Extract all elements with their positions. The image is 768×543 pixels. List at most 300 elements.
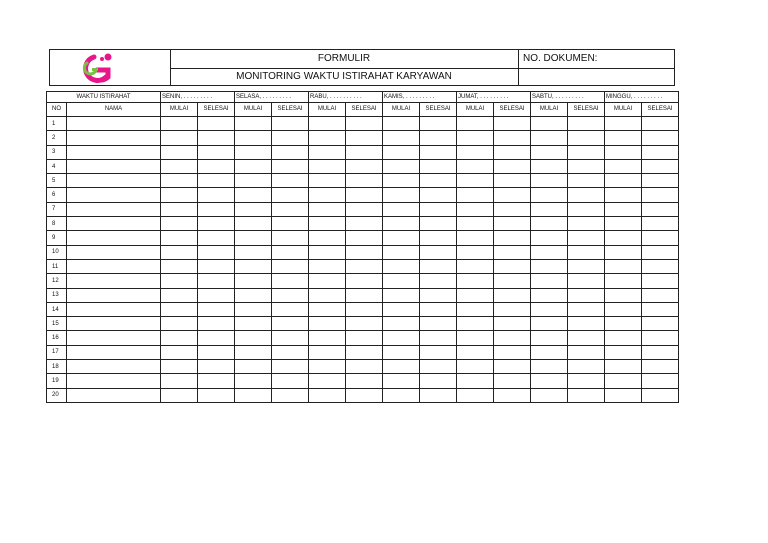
mulai-cell[interactable]: [531, 131, 568, 145]
name-cell[interactable]: [67, 231, 161, 245]
selesai-cell[interactable]: [494, 288, 531, 302]
mulai-cell[interactable]: [531, 174, 568, 188]
mulai-cell[interactable]: [457, 145, 494, 159]
selesai-cell[interactable]: [494, 202, 531, 216]
selesai-cell[interactable]: [198, 188, 235, 202]
mulai-cell[interactable]: [605, 231, 642, 245]
mulai-cell[interactable]: [605, 345, 642, 359]
mulai-cell[interactable]: [457, 360, 494, 374]
selesai-cell[interactable]: [346, 388, 383, 402]
mulai-cell[interactable]: [383, 231, 420, 245]
mulai-cell[interactable]: [309, 217, 346, 231]
selesai-cell[interactable]: [420, 217, 457, 231]
mulai-cell[interactable]: [309, 360, 346, 374]
selesai-cell[interactable]: [272, 202, 309, 216]
name-cell[interactable]: [67, 345, 161, 359]
mulai-cell[interactable]: [457, 245, 494, 259]
name-cell[interactable]: [67, 202, 161, 216]
selesai-cell[interactable]: [494, 117, 531, 131]
mulai-cell[interactable]: [161, 159, 198, 173]
selesai-cell[interactable]: [198, 259, 235, 273]
selesai-cell[interactable]: [494, 217, 531, 231]
mulai-cell[interactable]: [383, 274, 420, 288]
mulai-cell[interactable]: [309, 317, 346, 331]
mulai-cell[interactable]: [383, 388, 420, 402]
selesai-cell[interactable]: [272, 231, 309, 245]
mulai-cell[interactable]: [383, 159, 420, 173]
name-cell[interactable]: [67, 259, 161, 273]
mulai-cell[interactable]: [605, 159, 642, 173]
mulai-cell[interactable]: [309, 188, 346, 202]
mulai-cell[interactable]: [383, 345, 420, 359]
mulai-cell[interactable]: [235, 288, 272, 302]
selesai-cell[interactable]: [420, 117, 457, 131]
mulai-cell[interactable]: [309, 174, 346, 188]
mulai-cell[interactable]: [309, 302, 346, 316]
selesai-cell[interactable]: [642, 388, 679, 402]
name-cell[interactable]: [67, 245, 161, 259]
selesai-cell[interactable]: [346, 245, 383, 259]
mulai-cell[interactable]: [309, 159, 346, 173]
mulai-cell[interactable]: [605, 188, 642, 202]
selesai-cell[interactable]: [272, 245, 309, 259]
mulai-cell[interactable]: [531, 159, 568, 173]
mulai-cell[interactable]: [383, 331, 420, 345]
selesai-cell[interactable]: [198, 202, 235, 216]
selesai-cell[interactable]: [272, 259, 309, 273]
selesai-cell[interactable]: [494, 188, 531, 202]
mulai-cell[interactable]: [531, 374, 568, 388]
mulai-cell[interactable]: [383, 302, 420, 316]
selesai-cell[interactable]: [346, 174, 383, 188]
selesai-cell[interactable]: [568, 345, 605, 359]
selesai-cell[interactable]: [568, 231, 605, 245]
selesai-cell[interactable]: [568, 288, 605, 302]
mulai-cell[interactable]: [309, 345, 346, 359]
mulai-cell[interactable]: [605, 331, 642, 345]
mulai-cell[interactable]: [383, 360, 420, 374]
mulai-cell[interactable]: [235, 360, 272, 374]
selesai-cell[interactable]: [420, 345, 457, 359]
mulai-cell[interactable]: [309, 145, 346, 159]
selesai-cell[interactable]: [494, 331, 531, 345]
selesai-cell[interactable]: [642, 231, 679, 245]
mulai-cell[interactable]: [457, 331, 494, 345]
selesai-cell[interactable]: [272, 331, 309, 345]
mulai-cell[interactable]: [457, 274, 494, 288]
mulai-cell[interactable]: [309, 374, 346, 388]
mulai-cell[interactable]: [383, 145, 420, 159]
mulai-cell[interactable]: [235, 117, 272, 131]
name-cell[interactable]: [67, 145, 161, 159]
selesai-cell[interactable]: [272, 174, 309, 188]
selesai-cell[interactable]: [642, 288, 679, 302]
mulai-cell[interactable]: [531, 331, 568, 345]
mulai-cell[interactable]: [531, 259, 568, 273]
mulai-cell[interactable]: [161, 145, 198, 159]
selesai-cell[interactable]: [642, 345, 679, 359]
selesai-cell[interactable]: [642, 360, 679, 374]
mulai-cell[interactable]: [235, 374, 272, 388]
name-cell[interactable]: [67, 217, 161, 231]
mulai-cell[interactable]: [161, 331, 198, 345]
name-cell[interactable]: [67, 274, 161, 288]
selesai-cell[interactable]: [494, 302, 531, 316]
name-cell[interactable]: [67, 174, 161, 188]
mulai-cell[interactable]: [531, 302, 568, 316]
mulai-cell[interactable]: [235, 217, 272, 231]
mulai-cell[interactable]: [235, 131, 272, 145]
selesai-cell[interactable]: [494, 360, 531, 374]
selesai-cell[interactable]: [568, 188, 605, 202]
selesai-cell[interactable]: [272, 302, 309, 316]
selesai-cell[interactable]: [272, 145, 309, 159]
selesai-cell[interactable]: [272, 288, 309, 302]
mulai-cell[interactable]: [605, 131, 642, 145]
mulai-cell[interactable]: [309, 117, 346, 131]
selesai-cell[interactable]: [420, 188, 457, 202]
selesai-cell[interactable]: [346, 159, 383, 173]
selesai-cell[interactable]: [568, 259, 605, 273]
mulai-cell[interactable]: [235, 188, 272, 202]
selesai-cell[interactable]: [420, 159, 457, 173]
mulai-cell[interactable]: [383, 188, 420, 202]
mulai-cell[interactable]: [235, 159, 272, 173]
mulai-cell[interactable]: [605, 388, 642, 402]
selesai-cell[interactable]: [494, 259, 531, 273]
mulai-cell[interactable]: [235, 317, 272, 331]
mulai-cell[interactable]: [161, 174, 198, 188]
selesai-cell[interactable]: [272, 131, 309, 145]
selesai-cell[interactable]: [420, 374, 457, 388]
selesai-cell[interactable]: [494, 345, 531, 359]
name-cell[interactable]: [67, 159, 161, 173]
selesai-cell[interactable]: [420, 288, 457, 302]
selesai-cell[interactable]: [642, 117, 679, 131]
selesai-cell[interactable]: [198, 374, 235, 388]
mulai-cell[interactable]: [161, 231, 198, 245]
mulai-cell[interactable]: [161, 202, 198, 216]
mulai-cell[interactable]: [457, 317, 494, 331]
mulai-cell[interactable]: [605, 217, 642, 231]
mulai-cell[interactable]: [235, 259, 272, 273]
selesai-cell[interactable]: [420, 231, 457, 245]
mulai-cell[interactable]: [605, 317, 642, 331]
selesai-cell[interactable]: [272, 159, 309, 173]
selesai-cell[interactable]: [420, 331, 457, 345]
selesai-cell[interactable]: [272, 388, 309, 402]
selesai-cell[interactable]: [642, 259, 679, 273]
mulai-cell[interactable]: [457, 117, 494, 131]
mulai-cell[interactable]: [235, 145, 272, 159]
selesai-cell[interactable]: [642, 331, 679, 345]
selesai-cell[interactable]: [420, 131, 457, 145]
name-cell[interactable]: [67, 360, 161, 374]
mulai-cell[interactable]: [235, 174, 272, 188]
selesai-cell[interactable]: [420, 145, 457, 159]
selesai-cell[interactable]: [642, 188, 679, 202]
selesai-cell[interactable]: [272, 317, 309, 331]
mulai-cell[interactable]: [161, 360, 198, 374]
name-cell[interactable]: [67, 131, 161, 145]
selesai-cell[interactable]: [642, 317, 679, 331]
mulai-cell[interactable]: [235, 245, 272, 259]
selesai-cell[interactable]: [198, 117, 235, 131]
selesai-cell[interactable]: [346, 288, 383, 302]
selesai-cell[interactable]: [198, 345, 235, 359]
mulai-cell[interactable]: [161, 388, 198, 402]
selesai-cell[interactable]: [568, 374, 605, 388]
selesai-cell[interactable]: [568, 145, 605, 159]
mulai-cell[interactable]: [383, 131, 420, 145]
selesai-cell[interactable]: [420, 360, 457, 374]
mulai-cell[interactable]: [161, 317, 198, 331]
mulai-cell[interactable]: [531, 145, 568, 159]
name-cell[interactable]: [67, 331, 161, 345]
mulai-cell[interactable]: [235, 331, 272, 345]
selesai-cell[interactable]: [346, 131, 383, 145]
selesai-cell[interactable]: [642, 174, 679, 188]
mulai-cell[interactable]: [457, 288, 494, 302]
mulai-cell[interactable]: [457, 131, 494, 145]
selesai-cell[interactable]: [420, 245, 457, 259]
mulai-cell[interactable]: [457, 217, 494, 231]
selesai-cell[interactable]: [272, 217, 309, 231]
selesai-cell[interactable]: [494, 174, 531, 188]
name-cell[interactable]: [67, 117, 161, 131]
mulai-cell[interactable]: [161, 217, 198, 231]
mulai-cell[interactable]: [531, 231, 568, 245]
selesai-cell[interactable]: [198, 317, 235, 331]
selesai-cell[interactable]: [346, 374, 383, 388]
selesai-cell[interactable]: [494, 231, 531, 245]
mulai-cell[interactable]: [161, 345, 198, 359]
mulai-cell[interactable]: [161, 302, 198, 316]
selesai-cell[interactable]: [346, 217, 383, 231]
selesai-cell[interactable]: [420, 388, 457, 402]
mulai-cell[interactable]: [309, 245, 346, 259]
name-cell[interactable]: [67, 188, 161, 202]
mulai-cell[interactable]: [457, 174, 494, 188]
mulai-cell[interactable]: [605, 288, 642, 302]
selesai-cell[interactable]: [642, 145, 679, 159]
selesai-cell[interactable]: [346, 202, 383, 216]
selesai-cell[interactable]: [568, 131, 605, 145]
mulai-cell[interactable]: [161, 374, 198, 388]
selesai-cell[interactable]: [346, 331, 383, 345]
mulai-cell[interactable]: [309, 259, 346, 273]
mulai-cell[interactable]: [605, 302, 642, 316]
mulai-cell[interactable]: [383, 174, 420, 188]
mulai-cell[interactable]: [531, 274, 568, 288]
name-cell[interactable]: [67, 317, 161, 331]
selesai-cell[interactable]: [198, 245, 235, 259]
selesai-cell[interactable]: [198, 331, 235, 345]
mulai-cell[interactable]: [309, 231, 346, 245]
selesai-cell[interactable]: [568, 174, 605, 188]
selesai-cell[interactable]: [272, 345, 309, 359]
selesai-cell[interactable]: [494, 317, 531, 331]
selesai-cell[interactable]: [568, 274, 605, 288]
selesai-cell[interactable]: [272, 188, 309, 202]
selesai-cell[interactable]: [346, 188, 383, 202]
selesai-cell[interactable]: [420, 317, 457, 331]
selesai-cell[interactable]: [198, 274, 235, 288]
mulai-cell[interactable]: [161, 131, 198, 145]
mulai-cell[interactable]: [605, 174, 642, 188]
mulai-cell[interactable]: [531, 188, 568, 202]
selesai-cell[interactable]: [642, 131, 679, 145]
mulai-cell[interactable]: [309, 388, 346, 402]
selesai-cell[interactable]: [568, 159, 605, 173]
mulai-cell[interactable]: [383, 117, 420, 131]
selesai-cell[interactable]: [346, 231, 383, 245]
selesai-cell[interactable]: [272, 374, 309, 388]
selesai-cell[interactable]: [198, 302, 235, 316]
selesai-cell[interactable]: [272, 360, 309, 374]
mulai-cell[interactable]: [383, 374, 420, 388]
mulai-cell[interactable]: [531, 245, 568, 259]
mulai-cell[interactable]: [383, 202, 420, 216]
selesai-cell[interactable]: [568, 217, 605, 231]
selesai-cell[interactable]: [198, 131, 235, 145]
selesai-cell[interactable]: [420, 259, 457, 273]
mulai-cell[interactable]: [161, 274, 198, 288]
name-cell[interactable]: [67, 374, 161, 388]
selesai-cell[interactable]: [642, 374, 679, 388]
doc-no-value[interactable]: [518, 69, 674, 85]
mulai-cell[interactable]: [605, 202, 642, 216]
mulai-cell[interactable]: [605, 117, 642, 131]
selesai-cell[interactable]: [494, 145, 531, 159]
mulai-cell[interactable]: [383, 217, 420, 231]
mulai-cell[interactable]: [309, 202, 346, 216]
mulai-cell[interactable]: [531, 202, 568, 216]
selesai-cell[interactable]: [494, 159, 531, 173]
selesai-cell[interactable]: [494, 131, 531, 145]
mulai-cell[interactable]: [457, 374, 494, 388]
selesai-cell[interactable]: [642, 245, 679, 259]
selesai-cell[interactable]: [568, 117, 605, 131]
name-cell[interactable]: [67, 388, 161, 402]
selesai-cell[interactable]: [568, 202, 605, 216]
mulai-cell[interactable]: [309, 288, 346, 302]
name-cell[interactable]: [67, 288, 161, 302]
selesai-cell[interactable]: [568, 331, 605, 345]
selesai-cell[interactable]: [346, 317, 383, 331]
selesai-cell[interactable]: [198, 388, 235, 402]
selesai-cell[interactable]: [198, 159, 235, 173]
mulai-cell[interactable]: [309, 131, 346, 145]
selesai-cell[interactable]: [494, 388, 531, 402]
mulai-cell[interactable]: [457, 231, 494, 245]
selesai-cell[interactable]: [642, 202, 679, 216]
mulai-cell[interactable]: [457, 302, 494, 316]
selesai-cell[interactable]: [198, 288, 235, 302]
selesai-cell[interactable]: [420, 202, 457, 216]
mulai-cell[interactable]: [235, 302, 272, 316]
selesai-cell[interactable]: [642, 302, 679, 316]
mulai-cell[interactable]: [309, 331, 346, 345]
mulai-cell[interactable]: [531, 217, 568, 231]
mulai-cell[interactable]: [531, 317, 568, 331]
mulai-cell[interactable]: [605, 145, 642, 159]
mulai-cell[interactable]: [457, 188, 494, 202]
selesai-cell[interactable]: [198, 231, 235, 245]
selesai-cell[interactable]: [568, 317, 605, 331]
selesai-cell[interactable]: [272, 117, 309, 131]
mulai-cell[interactable]: [531, 345, 568, 359]
selesai-cell[interactable]: [420, 174, 457, 188]
mulai-cell[interactable]: [383, 317, 420, 331]
mulai-cell[interactable]: [235, 345, 272, 359]
mulai-cell[interactable]: [161, 288, 198, 302]
mulai-cell[interactable]: [605, 360, 642, 374]
mulai-cell[interactable]: [235, 202, 272, 216]
mulai-cell[interactable]: [531, 388, 568, 402]
selesai-cell[interactable]: [642, 274, 679, 288]
selesai-cell[interactable]: [420, 302, 457, 316]
mulai-cell[interactable]: [161, 245, 198, 259]
selesai-cell[interactable]: [642, 159, 679, 173]
mulai-cell[interactable]: [457, 388, 494, 402]
selesai-cell[interactable]: [568, 360, 605, 374]
selesai-cell[interactable]: [272, 274, 309, 288]
mulai-cell[interactable]: [383, 245, 420, 259]
mulai-cell[interactable]: [531, 360, 568, 374]
selesai-cell[interactable]: [642, 217, 679, 231]
selesai-cell[interactable]: [346, 274, 383, 288]
mulai-cell[interactable]: [457, 159, 494, 173]
selesai-cell[interactable]: [420, 274, 457, 288]
selesai-cell[interactable]: [198, 217, 235, 231]
mulai-cell[interactable]: [605, 374, 642, 388]
mulai-cell[interactable]: [383, 288, 420, 302]
mulai-cell[interactable]: [605, 274, 642, 288]
mulai-cell[interactable]: [383, 259, 420, 273]
selesai-cell[interactable]: [198, 145, 235, 159]
mulai-cell[interactable]: [161, 188, 198, 202]
selesai-cell[interactable]: [568, 245, 605, 259]
selesai-cell[interactable]: [346, 117, 383, 131]
mulai-cell[interactable]: [531, 288, 568, 302]
selesai-cell[interactable]: [494, 374, 531, 388]
mulai-cell[interactable]: [235, 231, 272, 245]
mulai-cell[interactable]: [309, 274, 346, 288]
mulai-cell[interactable]: [161, 117, 198, 131]
selesai-cell[interactable]: [346, 259, 383, 273]
selesai-cell[interactable]: [346, 145, 383, 159]
selesai-cell[interactable]: [568, 302, 605, 316]
selesai-cell[interactable]: [198, 174, 235, 188]
selesai-cell[interactable]: [346, 345, 383, 359]
name-cell[interactable]: [67, 302, 161, 316]
mulai-cell[interactable]: [457, 259, 494, 273]
mulai-cell[interactable]: [235, 274, 272, 288]
mulai-cell[interactable]: [457, 345, 494, 359]
selesai-cell[interactable]: [494, 274, 531, 288]
mulai-cell[interactable]: [531, 117, 568, 131]
selesai-cell[interactable]: [198, 360, 235, 374]
mulai-cell[interactable]: [605, 245, 642, 259]
mulai-cell[interactable]: [235, 388, 272, 402]
selesai-cell[interactable]: [346, 302, 383, 316]
selesai-cell[interactable]: [568, 388, 605, 402]
mulai-cell[interactable]: [457, 202, 494, 216]
selesai-cell[interactable]: [494, 245, 531, 259]
selesai-cell[interactable]: [346, 360, 383, 374]
mulai-cell[interactable]: [605, 259, 642, 273]
